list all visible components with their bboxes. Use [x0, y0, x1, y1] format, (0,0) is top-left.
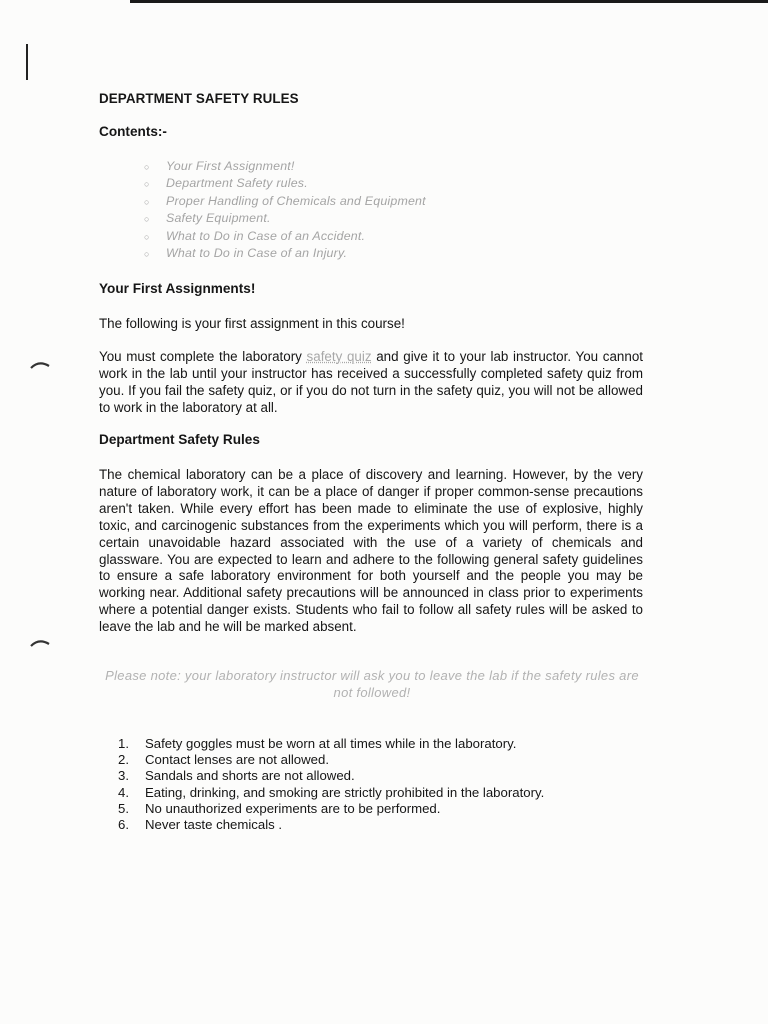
rule-text: Never taste chemicals .	[145, 816, 283, 832]
safety-rules-paragraph: The chemical laboratory can be a place of discovery and learning. However, by the very nature of laboratory work, it can be a place of danger if proper common-sense precautions aren't taken. While every effort has been made to eliminate the use of explosive, highly toxic, and carcinogenic substances from the experiments which you will perform, there is a certain unavoidable hazard associated with the use of a variety of chemicals and glassware. You are expected to learn and adhere to the following general safety guidelines to ensure a safe laboratory environment for both yourself and the people you may be working near. Additional safety precautions will be announced in class prior to experiments where a potential danger exists. Students who fail to follow all safety rules will be asked to leave the lab and he will be marked absent.	[99, 467, 643, 635]
rule-text: Safety goggles must be worn at all times while in the laboratory.	[145, 736, 517, 751]
punch-mark-icon	[30, 360, 50, 370]
rule-number: 2.	[118, 752, 129, 768]
rule-text: No unauthorized experiments are to be performed.	[145, 800, 441, 816]
list-item	[118, 768, 544, 784]
list-item	[118, 817, 544, 833]
contents-item-label: Department Safety rules.	[166, 176, 308, 191]
punch-mark-icon	[30, 638, 50, 648]
circle-bullet-icon: ○	[144, 231, 150, 242]
instructor-note: Please note: your laboratory instructor will ask you to leave the lab if the safety rules are not followed!	[105, 668, 639, 700]
scan-edge-bar	[26, 44, 28, 80]
contents-item[interactable]	[144, 210, 426, 227]
rule-number: 4.	[118, 784, 129, 800]
rule-number: 3.	[118, 768, 129, 784]
circle-bullet-icon: ○	[144, 214, 150, 225]
contents-item[interactable]	[144, 228, 426, 245]
assignment-text-end: and give it to your lab instructor. You cannot work in the lab until your instructor has received a successfully completed safety quiz from you. If you fail the safety quiz, or if you do not turn in the safety quiz, you will not be allowed to work in the laboratory at all.	[99, 349, 643, 415]
rule-text: Sandals and shorts are not allowed.	[145, 768, 355, 784]
circle-bullet-icon: ○	[144, 179, 150, 190]
rule-text: Eating, drinking, and smoking are strictly prohibited in the laboratory.	[145, 784, 545, 800]
assignment-intro: The following is your first assignment in this course!	[99, 316, 405, 331]
assignment-text-start: You must complete the laboratory	[99, 349, 307, 364]
list-item	[118, 736, 544, 752]
list-item	[118, 801, 544, 817]
contents-item[interactable]	[144, 245, 426, 262]
contents-item-label: Safety Equipment.	[166, 211, 271, 226]
rule-number: 5.	[118, 800, 129, 816]
contents-item[interactable]	[144, 193, 426, 210]
contents-item-label: What to Do in Case of an Injury.	[166, 245, 348, 260]
scan-edge-top	[130, 0, 768, 3]
list-item	[118, 752, 544, 768]
rule-text: Contact lenses are not allowed.	[145, 752, 330, 768]
assignment-paragraph	[99, 349, 643, 417]
circle-bullet-icon: ○	[144, 248, 150, 259]
list-item	[118, 785, 544, 801]
contents-item[interactable]	[144, 158, 426, 175]
contents-item[interactable]	[144, 175, 426, 192]
contents-heading: Contents:-	[99, 124, 167, 139]
contents-item-label: What to Do in Case of an Accident.	[166, 228, 366, 243]
contents-list	[144, 158, 426, 262]
document-title: DEPARTMENT SAFETY RULES	[99, 91, 299, 106]
rule-number: 6.	[118, 816, 129, 832]
section-heading-safety-rules: Department Safety Rules	[99, 432, 260, 447]
circle-bullet-icon: ○	[144, 162, 150, 172]
rules-list	[118, 736, 544, 833]
contents-item-label: Proper Handling of Chemicals and Equipment	[166, 193, 426, 208]
contents-item-label: Your First Assignment!	[166, 159, 295, 173]
circle-bullet-icon: ○	[144, 196, 150, 207]
section-heading-first-assignment: Your First Assignments!	[99, 281, 256, 296]
rule-number: 1.	[118, 736, 129, 751]
safety-quiz-link[interactable]: safety quiz	[306, 349, 372, 364]
